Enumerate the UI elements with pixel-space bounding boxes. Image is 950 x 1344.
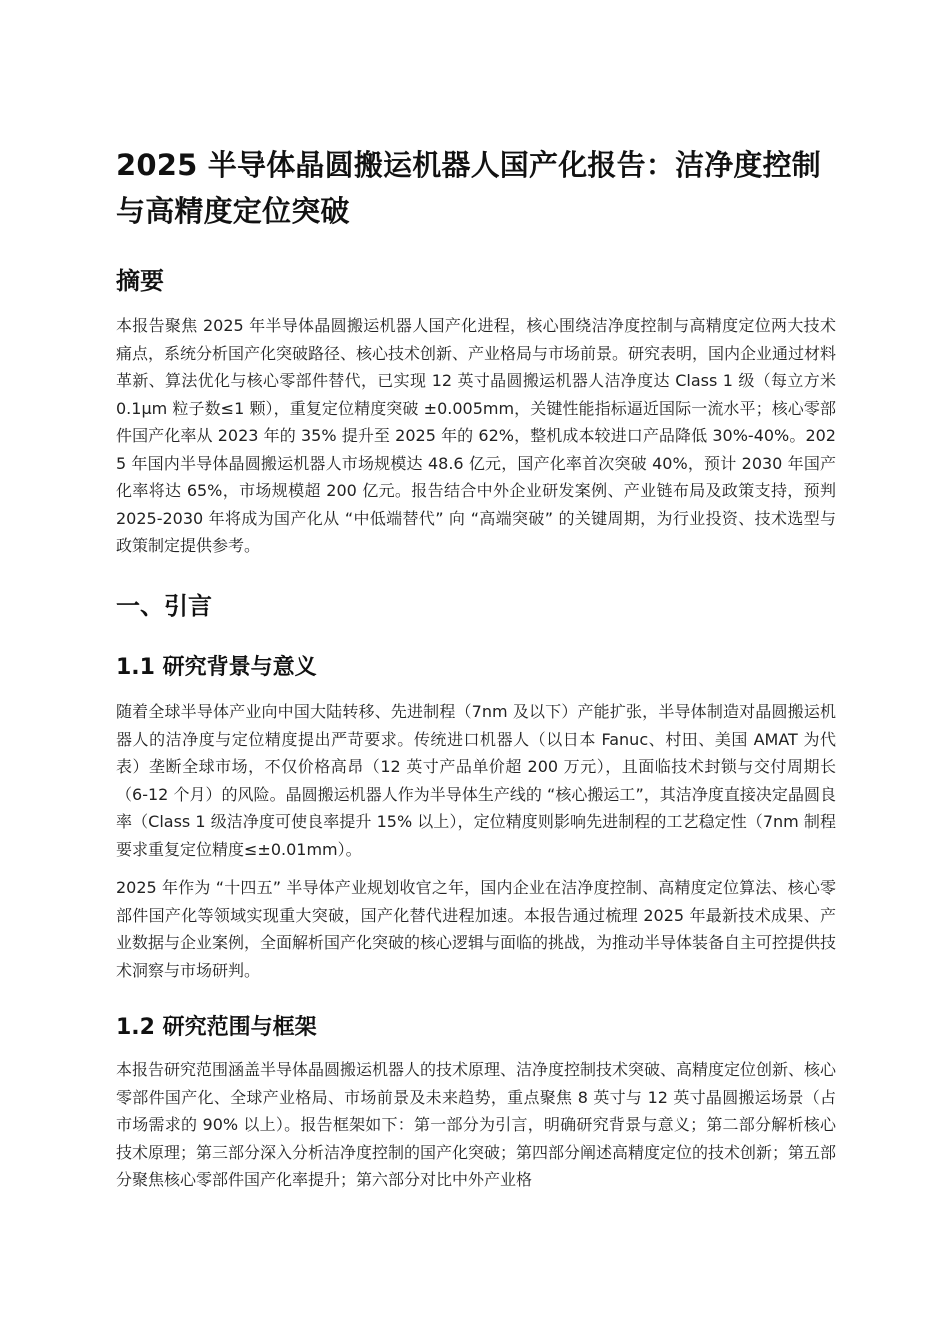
abstract-paragraph: 本报告聚焦 2025 年半导体晶圆搬运机器人国产化进程，核心围绕洁净度控制与高精度定位两大技术痛点，系统分析国产化突破路径、核心技术创新、产业格局与市场前景。研究表明，国内企业通过材料革新、算法优化与核心零部件替代，已实现 12 英寸晶圆搬运机器人洁净度达 Class 1 级（每立方米 0.1μm 粒子数≤1 颗），重复定位精度突破 ±0.005mm，关键性能指标逼近国际一流水平；核心零部件国产化率从 2023 年的 35% 提升至 2025 年的 62%，整机成本较进口产品降低 30%-40%。2025 年国内半导体晶圆搬运机器人市场规模达 48.6 亿元，国产化率首次突破 40%，预计 2030 年国产化率将达 65%，市场规模超 200 亿元。报告结合中外企业研发案例、产业链布局及政策支持，预判 2025-2030 年将成为国产化从 “中低端替代” 向 “高端突破” 的关键周期，为行业投资、技术选型与政策制定提供参考。 [116,316,837,555]
document-title: 2025 半导体晶圆搬运机器人国产化报告：洁净度控制与高精度定位突破 [116,148,822,228]
abstract-heading: 摘要 [116,267,164,295]
subsection-1-2-heading: 1.2 研究范围与框架 [116,1015,317,1040]
subsection-1-1-paragraph-1: 随着全球半导体产业向中国大陆转移、先进制程（7nm 及以下）产能扩张，半导体制造对晶圆搬运机器人的洁净度与定位精度提出严苛要求。传统进口机器人（以日本 Fanuc、村田、美国 AMAT 为代表）垄断全球市场，不仅价格高昂（12 英寸产品单价超 200 万元），且面临技术封锁与交付周期长（6-12 个月）的风险。晶圆搬运机器人作为半导体生产线的 “核心搬运工”，其洁净度直接决定晶圆良率（Class 1 级洁净度可使良率提升 15% 以上），定位精度则影响先进制程的工艺稳定性（7nm 制程要求重复定位精度≤±0.01mm）。 [116,702,836,859]
subsection-1-1-paragraph-2: 2025 年作为 “十四五” 半导体产业规划收官之年，国内企业在洁净度控制、高精度定位算法、核心零部件国产化等领域实现重大突破，国产化替代进程加速。本报告通过梳理 2025 年最新技术成果、产业数据与企业案例，全面解析国产化突破的核心逻辑与面临的挑战，为推动半导体装备自主可控提供技术洞察与市场研判。 [116,878,837,980]
subsection-1-1-heading: 1.1 研究背景与意义 [116,655,317,680]
subsection-1-2-paragraph-1: 本报告研究范围涵盖半导体晶圆搬运机器人的技术原理、洁净度控制技术突破、高精度定位创新、核心零部件国产化、全球产业格局、市场前景及未来趋势，重点聚焦 8 英寸与 12 英寸晶圆搬运场景（占市场需求的 90% 以上）。报告框架如下：第一部分为引言，明确研究背景与意义；第二部分解析核心技术原理；第三部分深入分析洁净度控制的国产化突破；第四部分阐述高精度定位的技术创新；第五部分聚焦核心零部件国产化率提升；第六部分对比中外产业格 [116,1060,837,1189]
section-1-heading: 一、引言 [116,592,212,620]
